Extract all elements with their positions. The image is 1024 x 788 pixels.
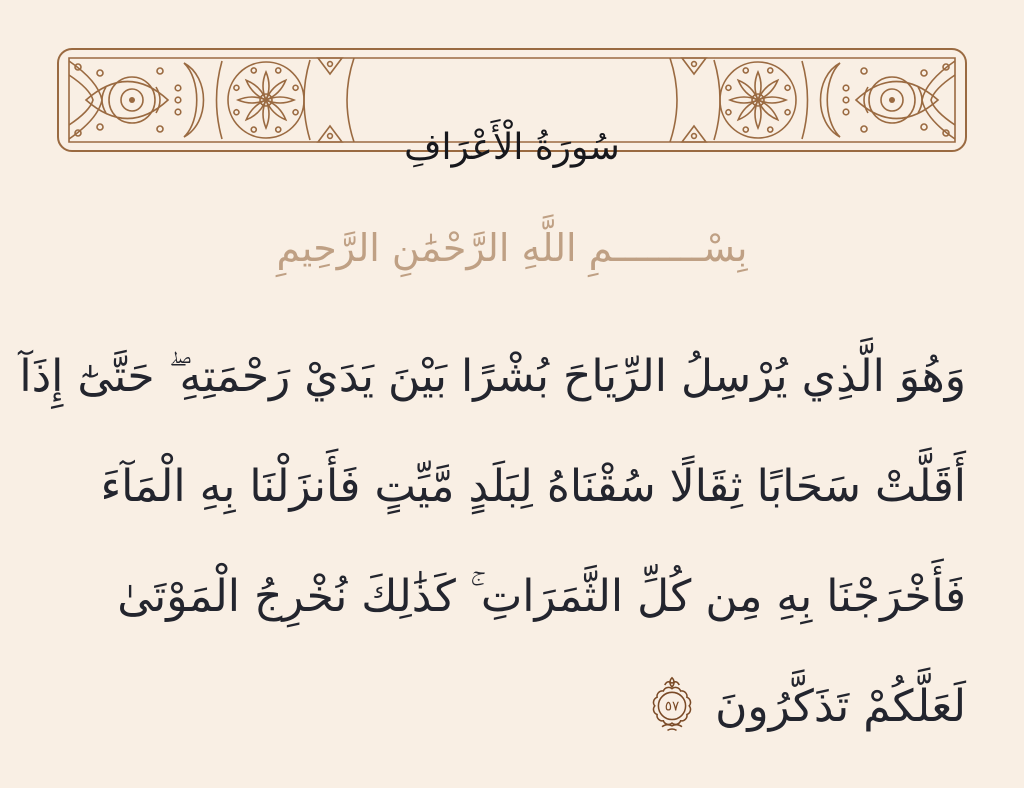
ayah-medallion-icon [643, 673, 701, 737]
bismillah-text: بِسْــــــــمِ اللَّهِ الرَّحْمَٰنِ الرَّحِيمِ [276, 226, 748, 270]
verse-line-3-text: فَأَخْرَجْنَا بِهِ مِن كُلِّ الثَّمَرَاتِ ۚ كَذَٰلِكَ نُخْرِجُ الْمَوْتَىٰ [117, 571, 966, 622]
surah-header-frame [56, 47, 968, 168]
verse-body [19, 322, 966, 762]
verse-line-2 [58, 432, 966, 542]
verse-line-3 [58, 542, 966, 652]
verse-line-1 [19, 322, 966, 432]
verse-line-2-text: أَقَلَّتْ سَحَابًا ثِقَالًا سُقْنَاهُ لِبَلَدٍ مَّيِّتٍ فَأَنزَلْنَا بِهِ الْمَآءَ [100, 461, 966, 512]
verse-line-1-text: وَهُوَ الَّذِي يُرْسِلُ الرِّيَاحَ بُشْرًا بَيْنَ يَدَيْ رَحْمَتِهِ ۖ حَتَّىٰٓ إِذَآ [19, 351, 966, 402]
ayah-end-marker [643, 673, 701, 737]
verse-line-4-text: لَعَلَّكُمْ تَذَكَّرُونَ [715, 681, 966, 732]
verse-line-4 [58, 652, 966, 762]
surah-title: سُورَةُ الْأَعْرَافِ [404, 127, 620, 168]
ayah-number: ٥٧ [664, 698, 680, 715]
